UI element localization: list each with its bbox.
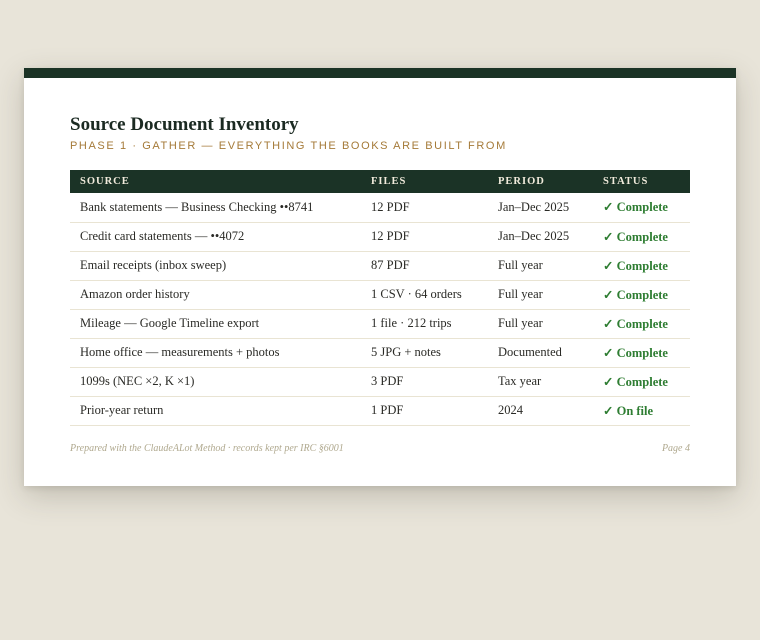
source-cell: Mileage — Google Timeline export bbox=[80, 316, 260, 330]
page-top-bar bbox=[24, 68, 736, 78]
files-cell: 12 PDF bbox=[371, 199, 410, 214]
table-body bbox=[70, 193, 690, 425]
status-cell: ✓ Complete bbox=[603, 316, 668, 331]
status-cell: ✓ Complete bbox=[603, 200, 668, 215]
period-cell: 2024 bbox=[498, 403, 523, 417]
period-cell: Tax year bbox=[498, 374, 542, 388]
table-row bbox=[70, 396, 690, 425]
document-page bbox=[24, 68, 736, 486]
table-row bbox=[70, 367, 690, 396]
period-cell: Full year bbox=[498, 316, 543, 330]
files-cell: 1 CSV · 64 orders bbox=[371, 287, 462, 301]
column-header-period: PERIOD bbox=[498, 176, 545, 187]
period-cell: Documented bbox=[498, 345, 562, 359]
table-row bbox=[70, 222, 690, 251]
files-cell: 3 PDF bbox=[371, 374, 404, 388]
status-cell: ✓ On file bbox=[603, 403, 654, 418]
source-cell: Prior-year return bbox=[80, 403, 164, 417]
column-header-status: STATUS bbox=[603, 176, 649, 187]
footer-note: Prepared with the ClaudeALot Method · records kept per IRC §6001 bbox=[70, 442, 344, 454]
page-title: Source Document Inventory bbox=[70, 114, 299, 135]
page-number: Page 4 bbox=[661, 442, 690, 454]
inventory-table bbox=[70, 170, 690, 426]
table-row bbox=[70, 338, 690, 367]
status-cell: ✓ Complete bbox=[603, 345, 668, 360]
period-cell: Full year bbox=[498, 258, 543, 272]
table-row bbox=[70, 309, 690, 338]
status-cell: ✓ Complete bbox=[603, 287, 668, 302]
source-cell: Email receipts (inbox sweep) bbox=[80, 258, 227, 272]
page-content bbox=[70, 114, 690, 454]
files-cell: 87 PDF bbox=[371, 258, 410, 272]
page-subtitle: PHASE 1 · GATHER — EVERYTHING THE BOOKS ARE BUILT FROM bbox=[70, 140, 507, 152]
table-header bbox=[70, 170, 690, 193]
files-cell: 12 PDF bbox=[371, 229, 410, 243]
source-cell: Amazon order history bbox=[80, 287, 190, 301]
files-cell: 5 JPG + notes bbox=[371, 345, 441, 359]
period-cell: Full year bbox=[498, 287, 543, 301]
table-row bbox=[70, 280, 690, 309]
period-cell: Jan–Dec 2025 bbox=[498, 229, 570, 243]
status-cell: ✓ Complete bbox=[603, 374, 668, 389]
source-cell: Credit card statements — ••4072 bbox=[80, 229, 245, 243]
page-footer bbox=[70, 443, 690, 454]
status-cell: ✓ Complete bbox=[603, 258, 668, 273]
column-header-source: SOURCE bbox=[80, 176, 130, 187]
column-header-files: FILES bbox=[371, 176, 407, 187]
source-cell: Bank statements — Business Checking ••8741 bbox=[80, 199, 314, 214]
status-cell: ✓ Complete bbox=[603, 229, 668, 244]
table-row bbox=[70, 251, 690, 280]
files-cell: 1 PDF bbox=[371, 403, 404, 417]
period-cell: Jan–Dec 2025 bbox=[498, 199, 570, 214]
files-cell: 1 file · 212 trips bbox=[371, 316, 452, 330]
table-row bbox=[70, 193, 690, 222]
source-cell: Home office — measurements + photos bbox=[80, 345, 280, 359]
source-cell: 1099s (NEC ×2, K ×1) bbox=[80, 374, 195, 388]
